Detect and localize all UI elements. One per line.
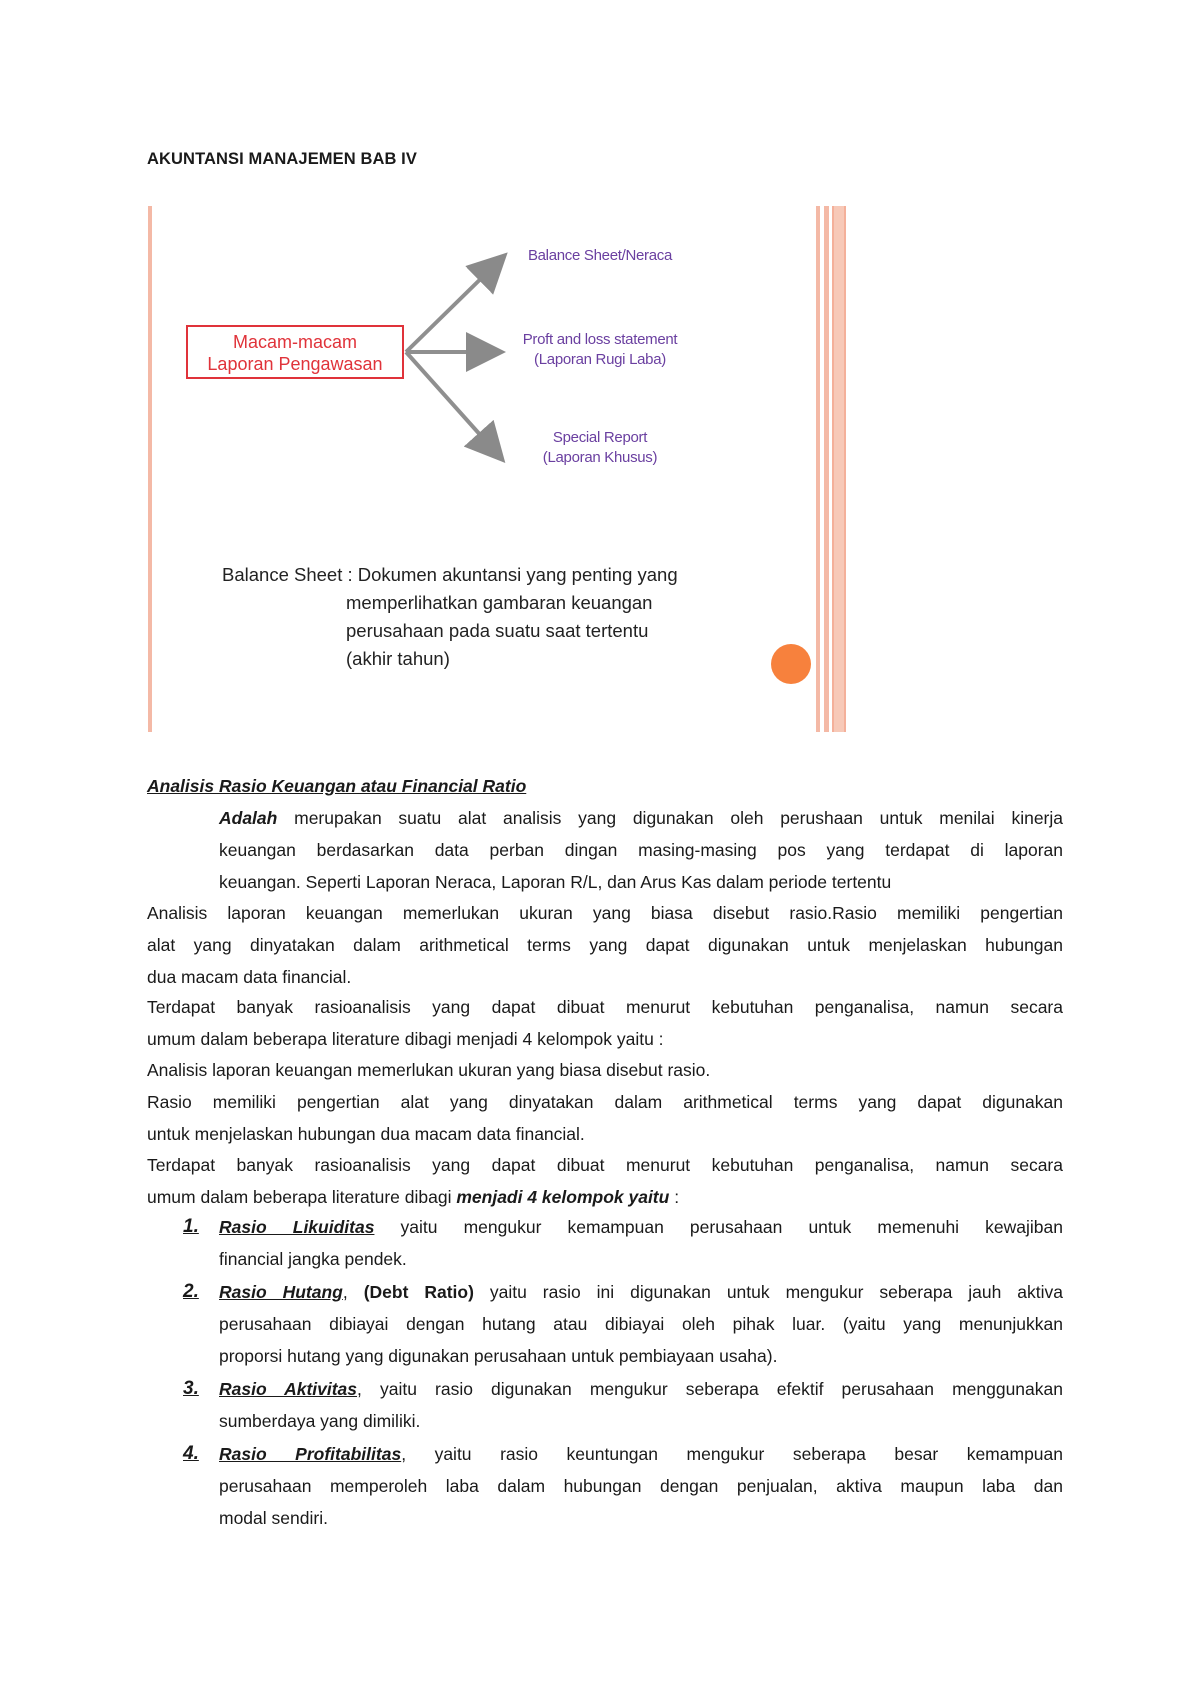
paragraph-line: alat yang dinyatakan dalam arithmetical terms yang dapat digunakan untuk menjelaskan hubungan [147,935,1063,955]
paragraph-line [147,1181,1063,1213]
paragraph-5 [147,1149,1063,1213]
list-line: perusahaan memperoleh laba dalam hubungan dengan penjualan, aktiva maupun laba dan [219,1476,1063,1496]
balance-sheet-definition [222,561,756,673]
arrow-to-balance-sheet [406,258,502,352]
list-number: 1. [183,1216,199,1237]
target-balance-sheet [520,246,680,266]
list-item [183,1276,1063,1372]
target-label: Special Report [552,429,648,446]
paragraph-text: umum dalam beberapa literature dibagi [147,1187,457,1207]
list-item [183,1438,1063,1534]
target-profit-loss [510,330,690,370]
paragraph-line: untuk menjelaskan hubungan dua macam data financial. [147,1124,585,1144]
paragraph-line: Analisis laporan keuangan memerlukan ukuran yang biasa disebut rasio.Rasio memiliki pengertian [147,903,1063,923]
slide-image [148,206,850,732]
list-number: 3. [183,1378,199,1399]
paragraph-line: umum dalam beberapa literature dibagi menjadi 4 kelompok yaitu : [147,1029,664,1049]
list-line: perusahaan dibiayai dengan hutang atau dibiayai oleh pihak luar. (yaitu yang menunjukkan [219,1314,1063,1334]
target-label: Balance Sheet/Neraca [527,247,673,264]
list-term: Rasio Aktivitas [219,1379,358,1399]
definition-text: merupakan suatu alat analisis yang digunakan oleh perushaan untuk menilai kinerja [277,808,1063,828]
target-label: Proft and loss statement [522,331,678,348]
list-number: 4. [183,1443,199,1464]
target-sublabel: (Laporan Khusus) [542,449,658,466]
source-line-1: Macam-macam [232,332,357,352]
list-item [183,1211,1063,1275]
source-line-2: Laporan Pengawasan [207,354,383,374]
paragraph-line: Terdapat banyak rasioanalisis yang dapat dibuat menurut kebutuhan penganalisa, namun secara [147,1155,1063,1175]
definition-paragraph [147,802,1063,898]
paragraph-3 [147,1054,1063,1086]
list-line [219,1373,1063,1405]
paragraph-text: : [669,1187,680,1207]
ratio-list [183,1211,1063,1535]
list-line [219,1276,1063,1308]
list-emphasis: (Debt Ratio) [363,1282,474,1302]
paragraph-line: Analisis laporan keuangan memerlukan ukuran yang biasa disebut rasio. [147,1060,711,1080]
definition-lead: Balance Sheet : Dokumen akuntansi yang penting yang [222,564,678,585]
definition-line: (akhir tahun) [346,648,450,669]
list-number: 2. [183,1281,199,1302]
list-line: modal sendiri. [219,1508,328,1528]
arrow-to-special-report [406,352,500,457]
list-term: Rasio Hutang [219,1282,343,1302]
page-title: AKUNTANSI MANAJEMEN BAB IV [147,150,417,168]
section-heading: Analisis Rasio Keuangan atau Financial Ratio [147,776,527,796]
list-item [183,1373,1063,1437]
list-term: Rasio Profitabilitas [219,1444,402,1464]
definition-line-3: keuangan. Seperti Laporan Neraca, Laporan R/L, dan Arus Kas dalam periode tertentu [219,872,892,892]
target-sublabel: (Laporan Rugi Laba) [534,351,666,368]
list-line: financial jangka pendek. [219,1249,407,1269]
section-heading-block [147,770,1063,802]
definition-label: Adalah [219,808,278,828]
definition-line: perusahaan pada suatu saat tertentu [346,620,649,641]
definition-line-1 [147,802,1063,834]
list-text: , yaitu rasio keuntungan mengukur seberapa besar kemampuan [401,1444,1063,1464]
list-line [219,1438,1063,1470]
list-text: , yaitu rasio digunakan mengukur seberapa efektif perusahaan menggunakan [357,1379,1063,1399]
paragraph-line: dua macam data financial. [147,967,352,987]
list-text: yaitu rasio ini digunakan untuk mengukur seberapa jauh aktiva [473,1282,1063,1302]
definition-line-2: keuangan berdasarkan data perban dingan masing-masing pos yang terdapat di laporan [219,840,1063,860]
paragraph-1 [147,897,1063,993]
definition-line: memperlihatkan gambaran keuangan [346,592,653,613]
list-line: sumberdaya yang dimiliki. [219,1411,421,1431]
target-special-report [520,428,680,468]
list-text: yaitu mengukur kemampuan perusahaan untuk memenuhi kewajiban [374,1217,1063,1237]
paragraph-4 [147,1086,1063,1150]
source-box [186,325,404,379]
paragraph-line: Terdapat banyak rasioanalisis yang dapat dibuat menurut kebutuhan penganalisa, namun secara [147,997,1063,1017]
list-line [219,1211,1063,1243]
paragraph-line: Rasio memiliki pengertian alat yang dinyatakan dalam arithmetical terms yang dapat digunakan [147,1092,1063,1112]
list-line: proporsi hutang yang digunakan perusahaan untuk pembiayaan usaha). [219,1346,778,1366]
paragraph-emphasis: menjadi 4 kelompok yaitu [456,1187,670,1207]
list-text: , [342,1282,364,1302]
paragraph-2 [147,991,1063,1055]
list-term: Rasio Likuiditas [219,1217,375,1237]
